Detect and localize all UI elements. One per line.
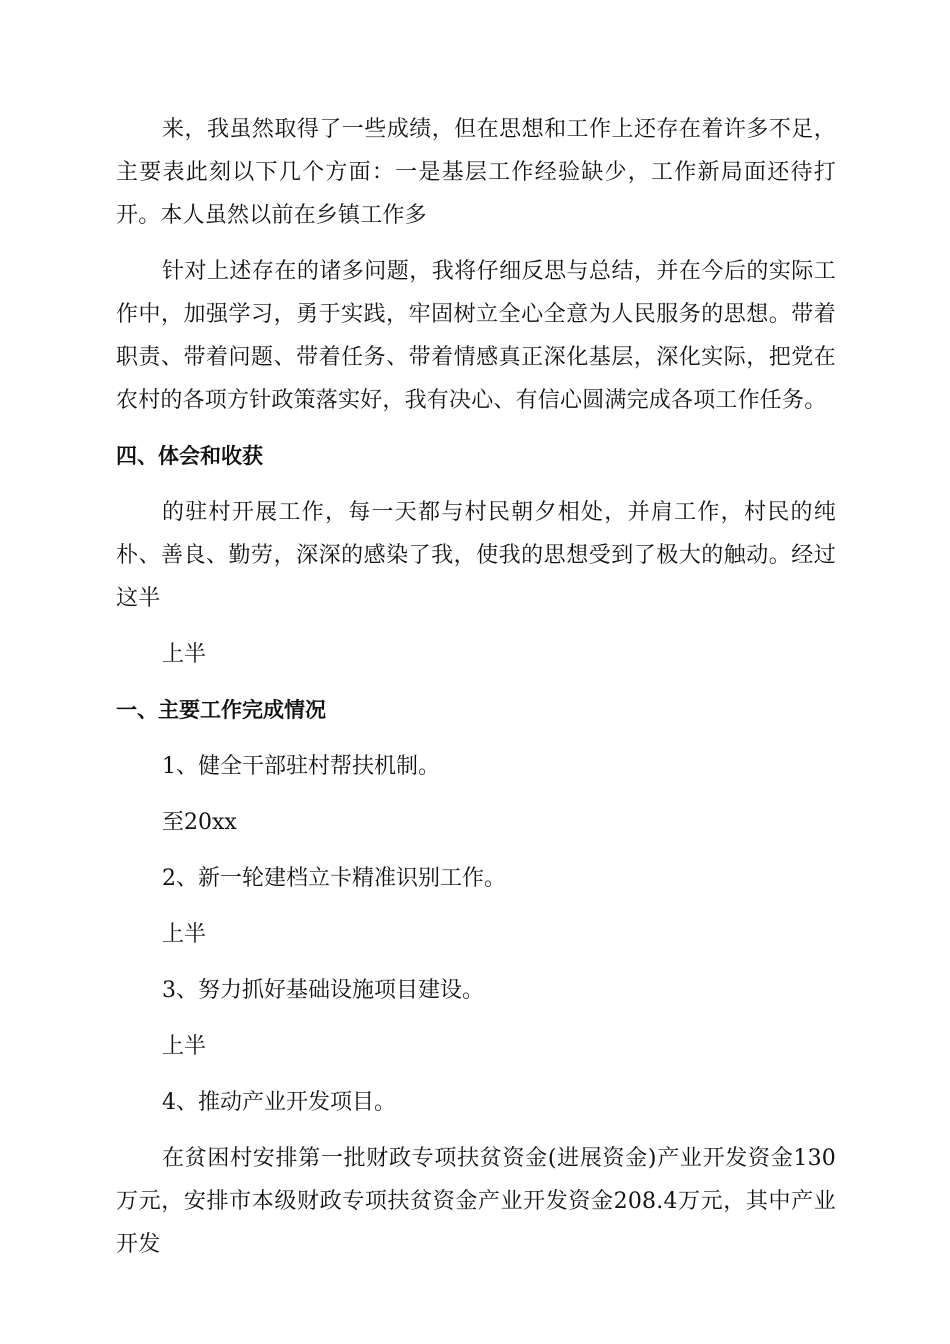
paragraph-improvement-plan: 针对上述存在的诸多问题，我将仔细反思与总结，并在今后的实际工作中，加强学习，勇于实践，牢固树立全心全意为人民服务的思想。带着职责、带着问题、带着任务、带着情感真正深化基层，深化实际，把党在农村的各项方针政策落实好，我有决心、有信心圆满完成各项工作任务。 (116, 259, 836, 413)
document-body (116, 108, 836, 1279)
text-fragment: 至20xx (162, 810, 237, 835)
text-fragment: 上半 (162, 1034, 207, 1059)
list-item: 3、努力抓好基础设施项目建设。 (162, 978, 484, 1003)
list-item: 4、推动产业开发项目。 (162, 1090, 396, 1115)
text-fragment: 上半 (162, 642, 207, 667)
list-item: 1、健全干部驻村帮扶机制。 (162, 754, 440, 779)
section-heading-main-work: 一、主要工作完成情况 (116, 698, 326, 722)
list-item: 2、新一轮建档立卡精准识别工作。 (162, 866, 506, 891)
paragraph-shortcomings: 来，我虽然取得了一些成绩，但在思想和工作上还存在着许多不足，主要表此刻以下几个方面：一是基层工作经验缺少，工作新局面还待打开。本人虽然以前在乡镇工作多 (116, 117, 836, 228)
section-heading-experience: 四、体会和收获 (116, 444, 263, 468)
text-fragment: 上半 (162, 922, 207, 947)
paragraph-village-work: 的驻村开展工作，每一天都与村民朝夕相处，并肩工作，村民的纯朴、善良、勤劳，深深的感染了我，使我的思想受到了极大的触动。经过这半 (116, 500, 836, 611)
paragraph-funding: 在贫困村安排第一批财政专项扶贫资金(进展资金)产业开发资金130万元，安排市本级财政专项扶贫资金产业开发资金208.4万元，其中产业开发 (116, 1146, 836, 1257)
